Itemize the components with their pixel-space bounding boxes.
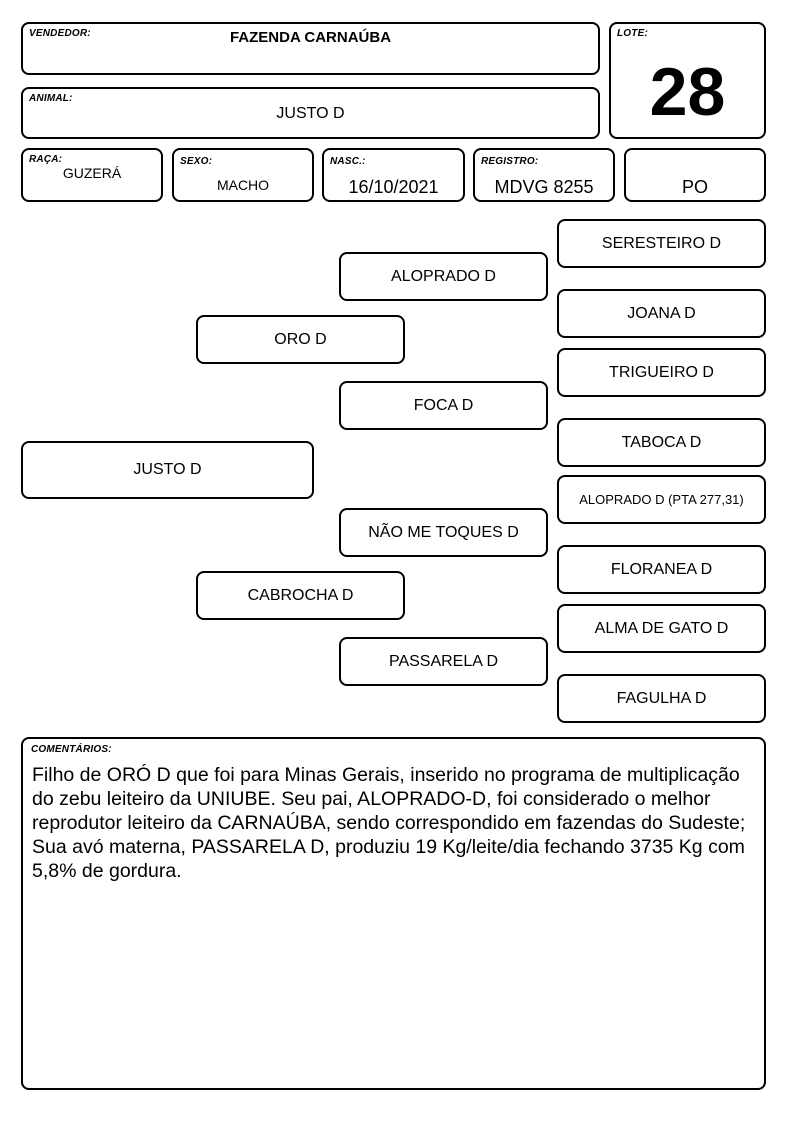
pedigree-avo-paterna	[339, 381, 548, 430]
pedigree-avo-materna	[339, 637, 548, 686]
lote-value: 28	[649, 54, 726, 130]
raca-box	[21, 148, 163, 202]
nasc-value: 16/10/2021	[348, 177, 439, 197]
comentarios-text: Filho de ORÓ D que foi para Minas Gerais, inserido no programa de multiplicação do zebu leiteiro da UNIUBE. Seu pai, ALOPRADO-D, foi considerado o melhor reprodutor leiteiro da CARNAÚBA, sendo correspondido em fazendas do Sudeste; Sua avó materna, PASSARELA D, produziu 19 Kg/leite/dia fechando 3735 Kg com 5,8% de gordura.	[32, 764, 746, 882]
pedigree-pai-name: ORO D	[274, 330, 327, 348]
pedigree-avo-paterno	[339, 252, 548, 301]
pedigree-pai	[196, 315, 405, 364]
animal-box	[21, 87, 600, 139]
pedigree-bisavo-name: JOANA D	[627, 304, 696, 322]
pedigree-avo-materno-name: NÃO ME TOQUES D	[368, 523, 519, 541]
vendedor-box	[21, 22, 600, 75]
pedigree-bisavo-name: SERESTEIRO D	[601, 234, 722, 252]
pedigree-bisavo-name: ALMA DE GATO D	[594, 619, 729, 637]
vendedor-value: FAZENDA CARNAÚBA	[229, 29, 392, 46]
raca-label: RAÇA:	[29, 154, 63, 165]
raca-value: GUZERÁ	[62, 165, 122, 181]
sexo-value: MACHO	[216, 177, 270, 193]
vendedor-label: VENDEDOR:	[29, 28, 91, 39]
registro-value: MDVG 8255	[494, 177, 594, 197]
pedigree-bisavo	[557, 674, 766, 723]
pedigree-bisavo-name: FLORANEA D	[610, 560, 713, 578]
pedigree-avo-paterna-name: FOCA D	[413, 396, 474, 414]
pedigree-bisavo	[557, 604, 766, 653]
pedigree-animal-name: JUSTO D	[133, 461, 202, 478]
pedigree-bisavo	[557, 219, 766, 268]
registro-label: REGISTRO:	[481, 156, 539, 167]
registro-box	[473, 148, 615, 202]
pedigree-avo-materno	[339, 508, 548, 557]
nasc-label: NASC.:	[330, 156, 366, 167]
pedigree-bisavo-name: ALOPRADO D (PTA 277,31)	[579, 492, 744, 507]
categoria-box	[624, 148, 766, 202]
pedigree-mae	[196, 571, 405, 620]
pedigree-bisavo-name: FAGULHA D	[616, 689, 707, 707]
animal-value: JUSTO D	[276, 105, 345, 122]
lote-box	[609, 22, 766, 139]
animal-label: ANIMAL:	[29, 93, 73, 104]
pedigree-bisavo	[557, 348, 766, 397]
nasc-box	[322, 148, 465, 202]
pedigree-bisavo-name: TABOCA D	[621, 433, 702, 451]
pedigree-bisavo	[557, 475, 766, 524]
pedigree-mae-name: CABROCHA D	[247, 586, 354, 604]
categoria-value: PO	[681, 177, 708, 197]
comentarios-box	[21, 737, 766, 1090]
pedigree-bisavo-name: TRIGUEIRO D	[609, 363, 714, 381]
pedigree-avo-paterno-name: ALOPRADO D	[391, 267, 496, 285]
pedigree-animal	[21, 441, 314, 499]
lote-label: LOTE:	[617, 28, 648, 39]
pedigree-bisavo	[557, 289, 766, 338]
sexo-box	[172, 148, 314, 202]
pedigree-bisavo	[557, 418, 766, 467]
pedigree-avo-materna-name: PASSARELA D	[388, 652, 499, 670]
comentarios-label: COMENTÁRIOS:	[31, 744, 112, 755]
pedigree-bisavo	[557, 545, 766, 594]
sexo-label: SEXO:	[180, 156, 213, 167]
